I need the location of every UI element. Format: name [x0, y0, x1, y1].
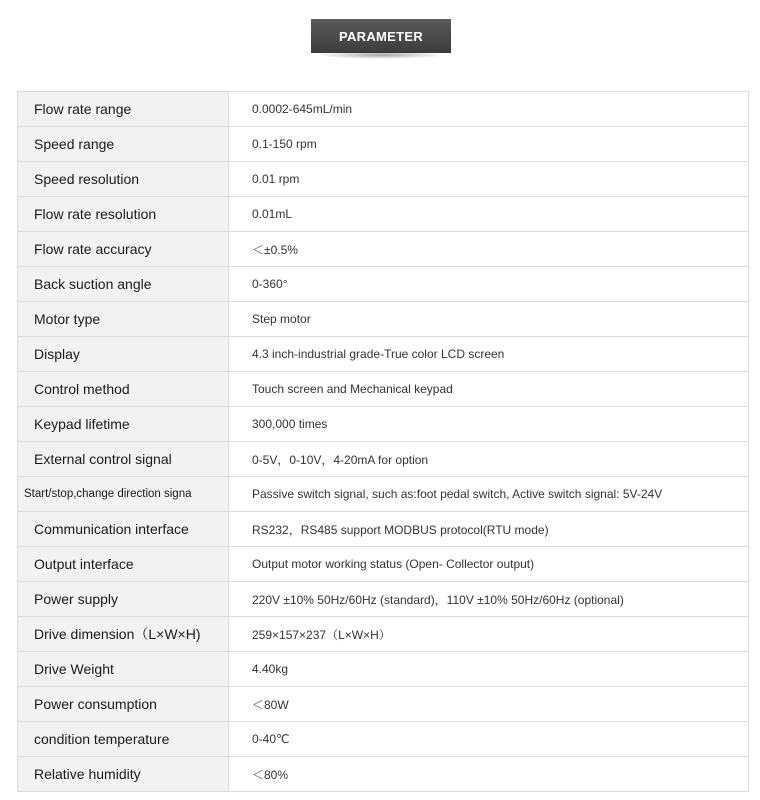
- table-row: [18, 407, 749, 442]
- table-row: [18, 267, 749, 302]
- row-label: Drive dimension（L×W×H): [18, 617, 229, 652]
- row-label: Motor type: [18, 302, 229, 337]
- row-value: 300,000 times: [229, 407, 749, 442]
- table-row: [18, 687, 749, 722]
- table-row: [18, 232, 749, 267]
- row-label: Keypad lifetime: [18, 407, 229, 442]
- table-row: [18, 477, 749, 512]
- table-row: [18, 442, 749, 477]
- row-value: ＜80%: [229, 757, 749, 792]
- row-value: 0.01mL: [229, 197, 749, 232]
- parameter-title: PARAMETER: [311, 19, 451, 53]
- table-row: [18, 162, 749, 197]
- row-label: Speed range: [18, 127, 229, 162]
- row-value: 0-360°: [229, 267, 749, 302]
- row-label: Output interface: [18, 547, 229, 582]
- table-row: [18, 127, 749, 162]
- row-label: Display: [18, 337, 229, 372]
- parameter-table: [17, 91, 749, 792]
- row-label: Power consumption: [18, 687, 229, 722]
- row-value: Output motor working status (Open- Collector output): [229, 547, 749, 582]
- row-value: 220V ±10% 50Hz/60Hz (standard)，110V ±10% 50Hz/60Hz (optional): [229, 582, 749, 617]
- row-label: Power supply: [18, 582, 229, 617]
- row-value: 0.0002-645mL/min: [229, 92, 749, 127]
- banner-shadow: [317, 51, 445, 59]
- table-row: [18, 757, 749, 792]
- table-row: [18, 337, 749, 372]
- row-value: Touch screen and Mechanical keypad: [229, 372, 749, 407]
- row-value: 0-40℃: [229, 722, 749, 757]
- row-value: RS232，RS485 support MODBUS protocol(RTU mode): [229, 512, 749, 547]
- row-value: Step motor: [229, 302, 749, 337]
- table-row: [18, 512, 749, 547]
- table-row: [18, 582, 749, 617]
- table-row: [18, 547, 749, 582]
- row-value: 0.1-150 rpm: [229, 127, 749, 162]
- row-value: Passive switch signal, such as:foot pedal switch, Active switch signal: 5V-24V: [229, 477, 749, 512]
- row-value: 0-5V，0-10V，4-20mA for option: [229, 442, 749, 477]
- row-label: External control signal: [18, 442, 229, 477]
- table-row: [18, 617, 749, 652]
- table-row: [18, 302, 749, 337]
- row-label: condition temperature: [18, 722, 229, 757]
- row-value: ＜±0.5%: [229, 232, 749, 267]
- row-value: 4.3 inch-industrial grade-True color LCD screen: [229, 337, 749, 372]
- table-row: [18, 92, 749, 127]
- row-label: Control method: [18, 372, 229, 407]
- table-row: [18, 372, 749, 407]
- row-label: Flow rate accuracy: [18, 232, 229, 267]
- row-label: Back suction angle: [18, 267, 229, 302]
- row-label: Start/stop,change direction signa: [18, 477, 229, 512]
- row-label: Relative humidity: [18, 757, 229, 792]
- row-label: Communication interface: [18, 512, 229, 547]
- row-value: 259×157×237（L×W×H）: [229, 617, 749, 652]
- row-label: Flow rate resolution: [18, 197, 229, 232]
- table-row: [18, 652, 749, 687]
- row-label: Drive Weight: [18, 652, 229, 687]
- row-label: Speed resolution: [18, 162, 229, 197]
- row-value: 4.40kg: [229, 652, 749, 687]
- table-row: [18, 197, 749, 232]
- row-label: Flow rate range: [18, 92, 229, 127]
- parameter-banner: [311, 19, 451, 63]
- row-value: ＜80W: [229, 687, 749, 722]
- table-row: [18, 722, 749, 757]
- row-value: 0.01 rpm: [229, 162, 749, 197]
